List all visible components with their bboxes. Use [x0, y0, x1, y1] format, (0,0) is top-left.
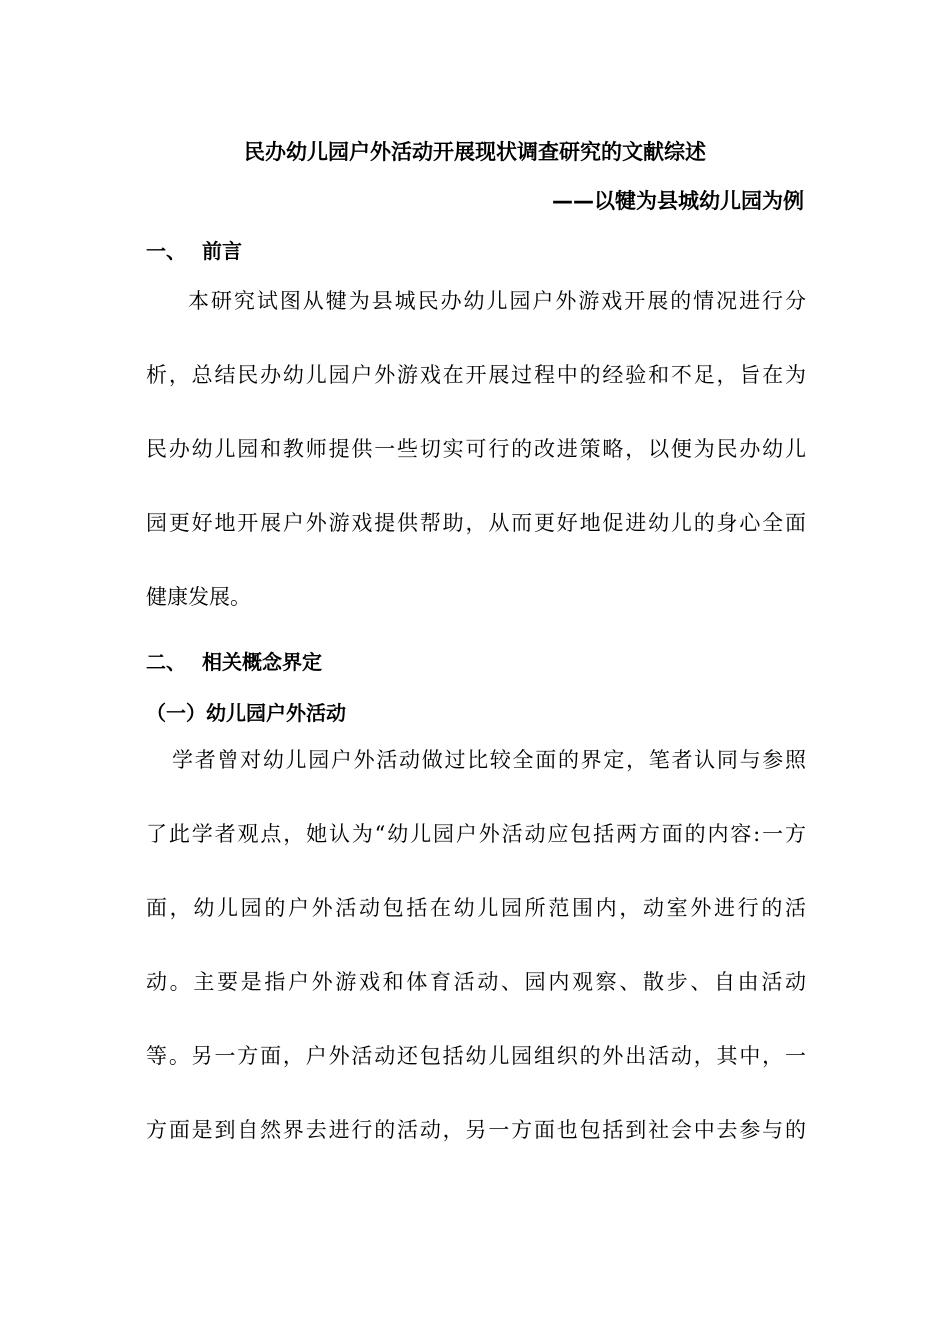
section-heading-preface — [146, 236, 242, 266]
paragraph-line: 学者曾对幼儿园户外活动做过比较全面的界定，笔者认同与参照 — [172, 748, 806, 772]
paragraph-line: 动。主要是指户外游戏和体育活动、园内观察、散步、自由活动 — [146, 970, 806, 994]
paragraph-line: 等。另一方面，户外活动还包括幼儿园组织的外出活动，其中，一 — [146, 1044, 806, 1068]
document-subtitle: ——以犍为县城幼儿园为例 — [552, 189, 804, 213]
document-title: 民办幼儿园户外活动开展现状调查研究的文献综述 — [244, 140, 706, 164]
subsection-heading-outdoor-activity: （一）幼儿园户外活动 — [146, 701, 346, 725]
paragraph-line: 析，总结民办幼儿园户外游戏在开展过程中的经验和不足，旨在为 — [146, 363, 806, 387]
section-heading-concepts — [146, 647, 322, 677]
section-number: 一、 — [146, 239, 186, 263]
preface-paragraph — [146, 286, 806, 656]
paragraph-line: 本研究试图从犍为县城民办幼儿园户外游戏开展的情况进行分 — [188, 289, 806, 313]
paragraph-line: 园更好地开展户外游戏提供帮助，从而更好地促进幼儿的身心全面 — [146, 511, 806, 535]
paragraph-line: 民办幼儿园和教师提供一些切实可行的改进策略，以便为民办幼儿 — [146, 437, 806, 461]
paragraph-line: 了此学者观点，她认为“幼儿园户外活动应包括两方面的内容:一方 — [146, 822, 806, 846]
outdoor-activity-paragraph — [146, 745, 806, 1189]
section-number: 二、 — [146, 650, 186, 674]
section-title: 相关概念界定 — [202, 650, 322, 674]
paragraph-line: 方面是到自然界去进行的活动，另一方面也包括到社会中去参与的 — [146, 1118, 806, 1142]
paragraph-line: 健康发展。 — [146, 585, 251, 609]
paragraph-line: 面，幼儿园的户外活动包括在幼儿园所范围内，动室外进行的活 — [146, 896, 806, 920]
section-title: 前言 — [202, 239, 242, 263]
